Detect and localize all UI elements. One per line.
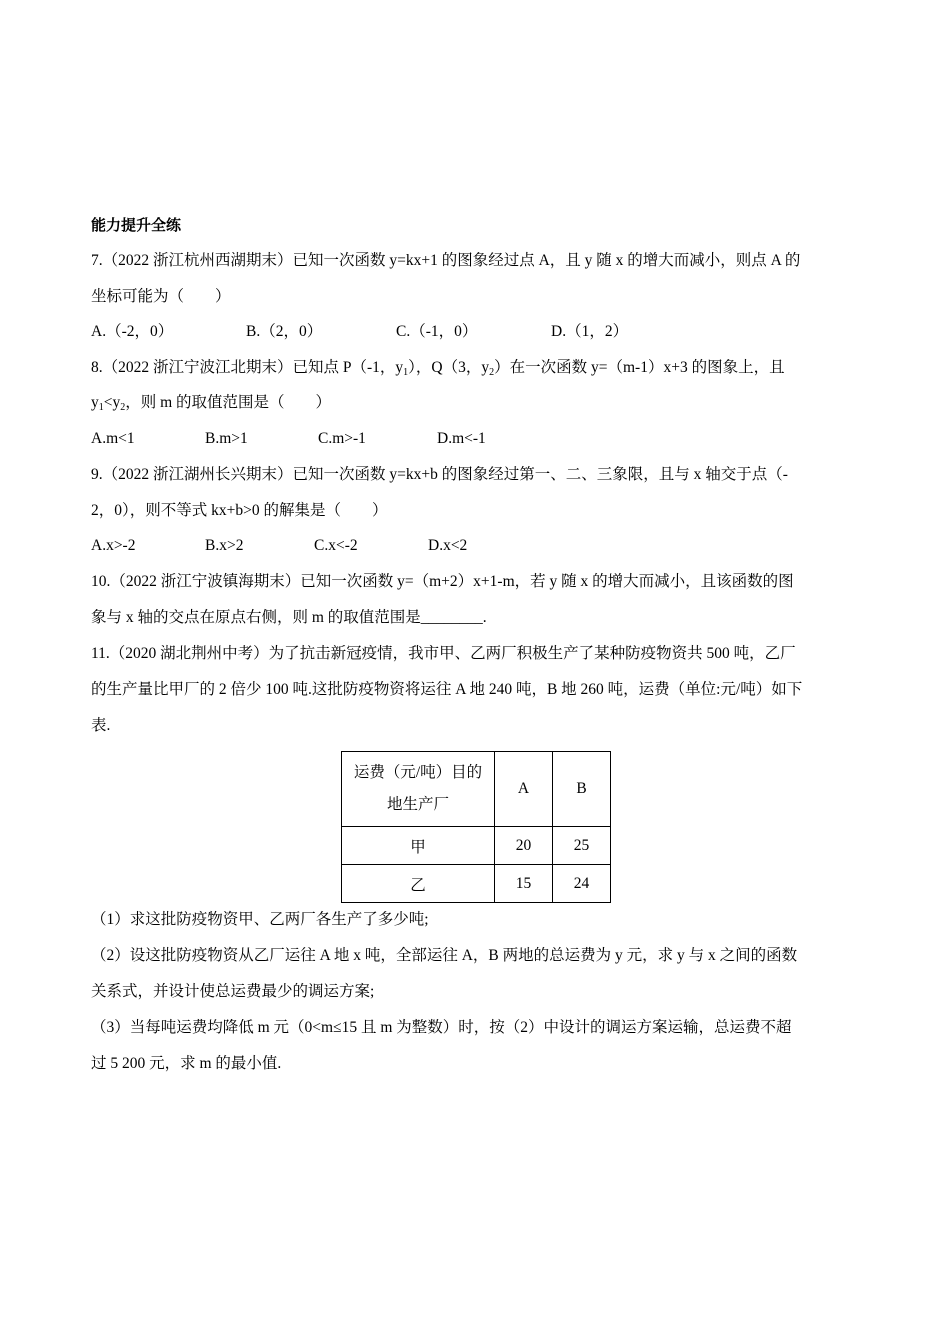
q8-line1-part-b: ），Q（3，y	[408, 359, 490, 376]
q8-option-a: A.m<1	[91, 430, 135, 447]
q8-line1-part-c: ）在一次函数 y=（m-1）x+3 的图象上，且	[494, 359, 785, 376]
q8-line2-part-c: ，则 m 的取值范围是（ ）	[125, 394, 332, 411]
q11-sub3-line1: （3）当每吨运费均降低 m 元（0<m≤15 且 m 为整数）时，按（2）中设计的调运方案运输，总运费不超	[91, 1019, 792, 1036]
column-header-a: A	[495, 752, 553, 827]
q8-line2-sub2: 2	[120, 402, 126, 413]
q8-option-d: D.m<-1	[437, 430, 486, 447]
q8-line2-part-a: y	[91, 394, 99, 411]
cell-yi-a: 15	[495, 865, 553, 903]
q7-text-line1: 7.（2022 浙江杭州西湖期末）已知一次函数 y=kx+1 的图象经过点 A，且 y 随 x 的增大而减小，则点 A 的	[91, 252, 801, 269]
table-row	[342, 865, 611, 903]
q8-text-line1	[91, 358, 785, 378]
q8-text-line2	[91, 393, 331, 413]
q10-text-line1: 10.（2022 浙江宁波镇海期末）已知一次函数 y=（m+2）x+1-m，若 y 随 x 的增大而减小，且该函数的图	[91, 573, 794, 590]
corner-header-line2: 地生产厂	[386, 796, 449, 813]
q8-option-b: B.m>1	[205, 430, 248, 447]
table-row	[342, 827, 611, 865]
section-title: 能力提升全练	[91, 216, 182, 234]
q7-option-c: C.（-1，0）	[396, 323, 478, 340]
q11-sub2-line2: 关系式，并设计使总运费最少的调运方案;	[91, 983, 375, 1000]
q8-line1-sub2: 2	[489, 367, 495, 378]
q9-option-d: D.x<2	[428, 537, 468, 554]
q11-sub3-line2: 过 5 200 元，求 m 的最小值.	[91, 1055, 282, 1072]
table-corner-header	[342, 752, 495, 827]
cell-yi-b: 24	[553, 865, 611, 903]
q9-option-a: A.x>-2	[91, 537, 136, 554]
q11-sub2-line1: （2）设这批防疫物资从乙厂运往 A 地 x 吨，全部运往 A，B 两地的总运费为 y 元，求 y 与 x 之间的函数	[91, 947, 798, 964]
q8-line2-part-b: <y	[103, 394, 121, 411]
cell-jia-a: 20	[495, 827, 553, 865]
q11-text-line2: 的生产量比甲厂的 2 倍少 100 吨.这批防疫物资将运往 A 地 240 吨，B 地 260 吨，运费（单位:元/吨）如下	[91, 681, 803, 698]
cell-jia-b: 25	[553, 827, 611, 865]
q11-text-line3: 表.	[91, 717, 111, 734]
q8-line1-sub1: 1	[403, 367, 409, 378]
table-header-row	[342, 752, 611, 827]
freight-cost-table	[341, 751, 611, 903]
column-header-b: B	[553, 752, 611, 827]
q7-option-d: D.（1，2）	[551, 323, 629, 340]
q7-text-line2: 坐标可能为（ ）	[91, 288, 231, 305]
q9-option-c: C.x<-2	[314, 537, 358, 554]
q8-line1-part-a: 8.（2022 浙江宁波江北期末）已知点 P（-1，y	[91, 359, 404, 376]
q8-line2-sub1: 1	[98, 402, 104, 413]
q7-option-a: A.（-2，0）	[91, 323, 174, 340]
q8-option-c: C.m>-1	[318, 430, 366, 447]
q11-sub1: （1）求这批防疫物资甲、乙两厂各生产了多少吨;	[91, 911, 429, 928]
q7-option-b: B.（2，0）	[246, 323, 323, 340]
corner-header-line1: 运费（元/吨）目的	[353, 764, 483, 781]
q9-text-line1: 9.（2022 浙江湖州长兴期末）已知一次函数 y=kx+b 的图象经过第一、二、三象限，且与 x 轴交于点（-	[91, 466, 788, 483]
q9-option-b: B.x>2	[205, 537, 244, 554]
row-factory-yi: 乙	[342, 865, 495, 903]
row-factory-jia: 甲	[342, 827, 495, 865]
q10-text-line2: 象与 x 轴的交点在原点右侧，则 m 的取值范围是________.	[91, 609, 487, 626]
q9-text-line2: 2，0），则不等式 kx+b>0 的解集是（ ）	[91, 502, 388, 519]
q11-text-line1: 11.（2020 湖北荆州中考）为了抗击新冠疫情，我市甲、乙两厂积极生产了某种防疫物资共 500 吨，乙厂	[91, 645, 796, 662]
